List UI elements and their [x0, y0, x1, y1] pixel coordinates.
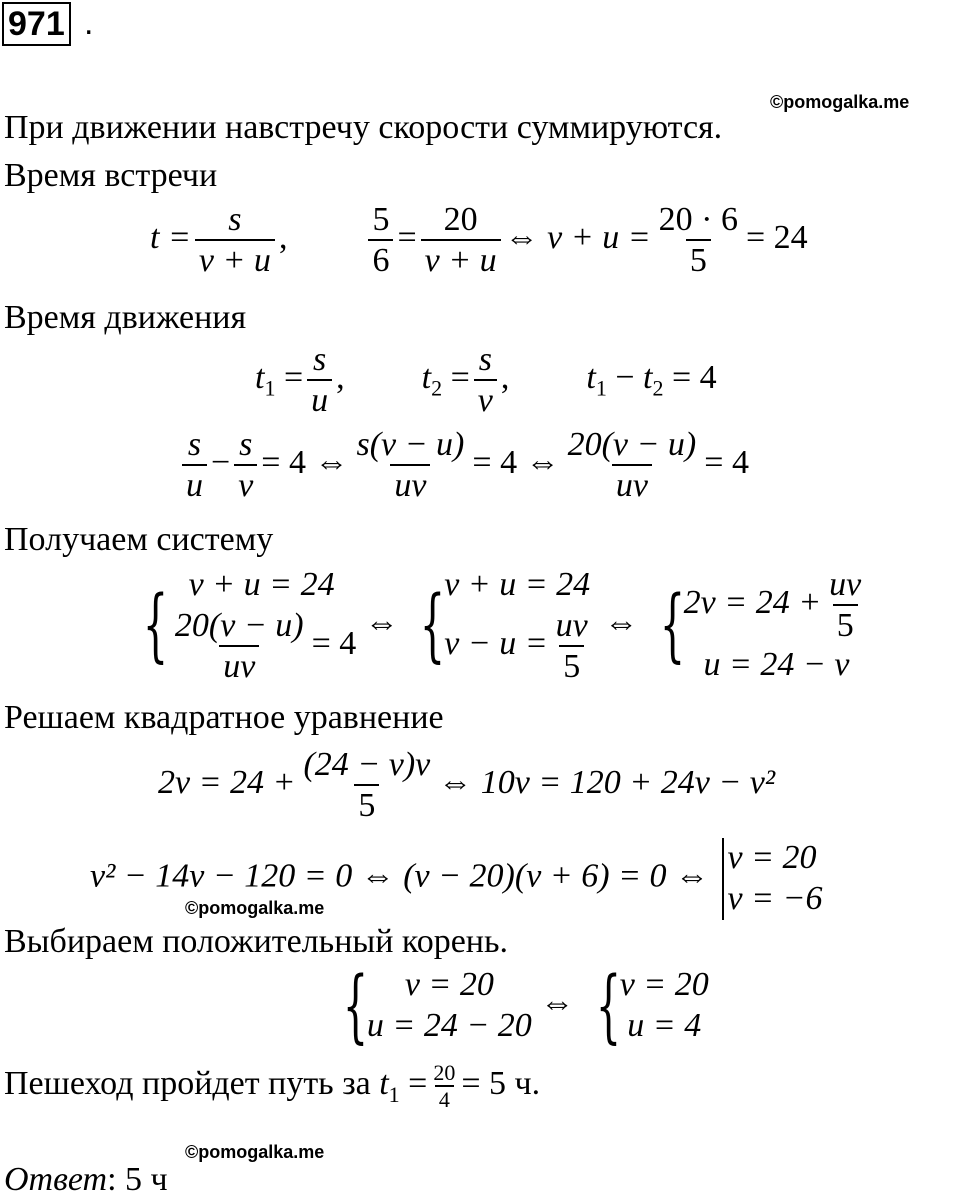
pedestrian-sentence: Пешеход пройдет путь за $t_1$ = $\frac{20}{4}$ = 5 ч. — [4, 1060, 541, 1113]
motion-time-label: Время движения — [4, 299, 247, 336]
final-system: { v = 20 u = 24 − 20 ⇔ { v = 20 u = 4 — [342, 958, 709, 1052]
problem-number-dot: . — [84, 4, 94, 42]
quadratic-equation: 2v = 24 + $\frac{(24 - v)v}{5}$ ⇔ 10v = 120 + 24v − v² — [158, 746, 776, 825]
watermark-bottom: ©pomogalka.me — [185, 1142, 325, 1162]
answer-line — [4, 1160, 168, 1200]
factored-equation: v² − 14v − 120 = 0 ⇔ (v − 20)(v + 6) = 0 ⇔ v = 20 v = −6 — [90, 838, 823, 920]
answer-value: : 5 ч — [107, 1161, 168, 1198]
meeting-time-label: Время встречи — [4, 157, 218, 194]
quadratic-label: Решаем квадратное уравнение — [4, 699, 444, 736]
watermark-top: ©pomogalka.me — [770, 92, 910, 112]
difference-equation: $\frac{s}{u}$ − $\frac{s}{v}$ = 4 ⇔ $\frac{s(v - u)}{uv}$ = 4 ⇔ $\frac{20(v - u)}{uv}$ = 4 — [178, 425, 749, 505]
intro-text: При движении навстречу скорости суммируются. — [4, 109, 723, 146]
problem-number: 971 — [2, 2, 71, 46]
watermark-middle: ©pomogalka.me — [185, 898, 325, 918]
system-label: Получаем систему — [4, 521, 274, 558]
answer-label: Ответ — [4, 1161, 108, 1198]
system-equation: { v + u = 24 $\frac{20(v - u)}{uv}$ = 4 ⇔ { v + u = 24 v − u = $\frac{uv}{5}$ ⇔ { 2v = 24 + $\frac{uv}{5}$ u = 24 − v — [142, 566, 862, 685]
meeting-time-equation: t = $\frac{s}{v + u}$ , $\frac{5}{6}$ = $\frac{20}{v + u}$ ⇔ v + u = $\frac{20 \cdot 6}{5}$ = 24 — [150, 201, 808, 280]
times-equation: $t_1$ = $\frac{s}{u}$ , $t_2$ = $\frac{s}{v}$ , $t_1 - t_2 = 4$ — [255, 341, 717, 420]
positive-root-label: Выбираем положительный корень. — [4, 923, 509, 960]
